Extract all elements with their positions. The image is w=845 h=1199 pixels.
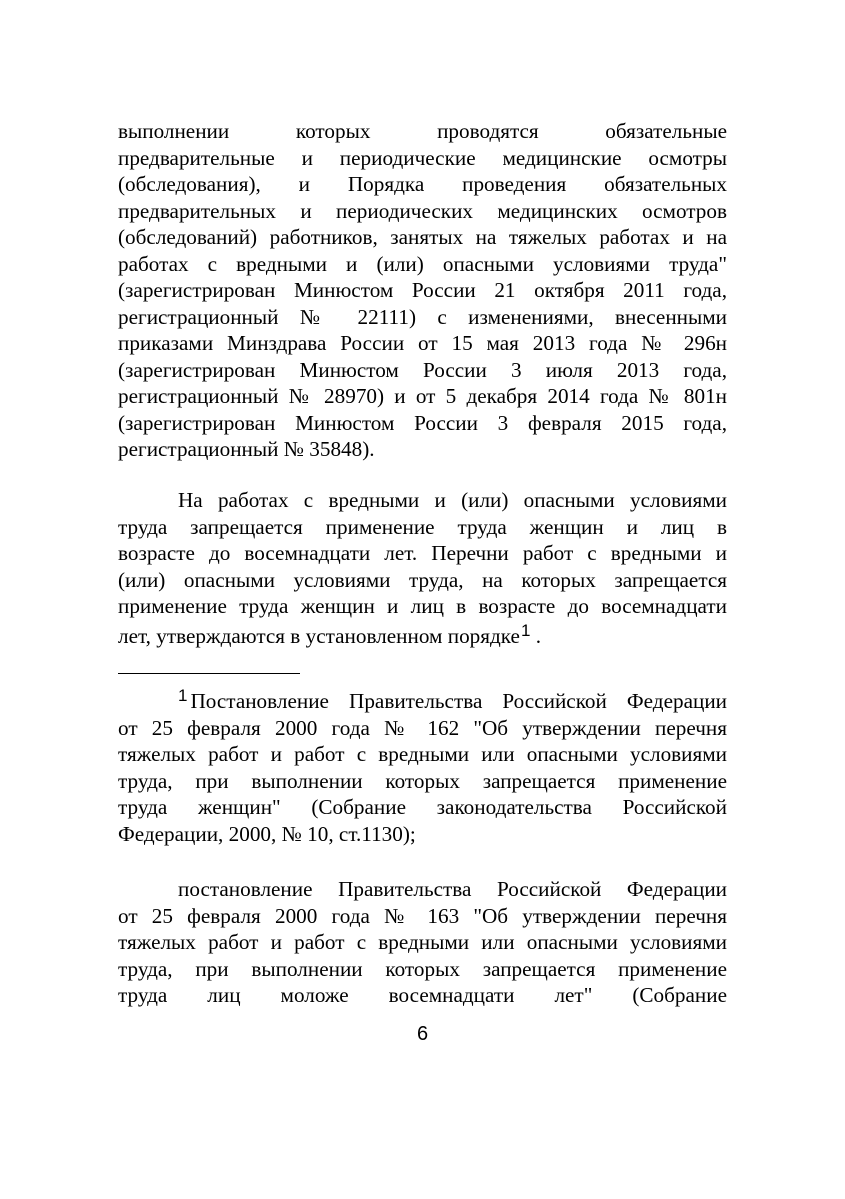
- footnote-line: труда лиц моложе восемнадцати лет" (Собрание: [118, 983, 727, 1007]
- text-line: регистрационный № 35848).: [118, 437, 375, 461]
- text-line: лет, утверждаются в установленном порядке: [118, 623, 520, 648]
- footnote-text: Постановление Правительства Российской Федерации: [190, 689, 727, 713]
- text-line: предварительных и периодических медицинских осмотров: [118, 198, 727, 223]
- text-line: труда запрещается применение труда женщин и лиц в: [118, 514, 727, 539]
- footnote-line-with-marker: [118, 688, 727, 715]
- footnote-1: [118, 688, 727, 847]
- text-line: (зарегистрирован Минюстом России 3 июля 2013 года,: [118, 357, 727, 382]
- footnote-2: [118, 876, 727, 1009]
- text-line: выполнении которых проводятся обязательные: [118, 119, 727, 143]
- footnote-line: постановление Правительства Российской Федерации: [178, 877, 727, 901]
- footnote-line: от 25 февраля 2000 года № 162 "Об утверждении перечня: [118, 715, 727, 740]
- text-line: (зарегистрирован Минюстом России 21 октября 2011 года,: [118, 278, 727, 302]
- footnote-marker: 1: [178, 686, 188, 705]
- text-line: (обследования), и Порядка проведения обязательных: [118, 172, 727, 196]
- footnote-line: труда, при выполнении которых запрещается применение: [118, 768, 727, 793]
- text-line: возрасте до восемнадцати лет. Перечни работ с вредными и: [118, 541, 727, 565]
- paragraph-harmful-work: [118, 487, 727, 649]
- text-line: (зарегистрирован Минюстом России 3 февраля 2015 года,: [118, 410, 727, 435]
- text-line: регистрационный № 28970) и от 5 декабря 2014 года № 801н: [118, 384, 727, 408]
- text-line: регистрационный № 22111) с изменениями, внесенными: [118, 304, 727, 329]
- text-line: На работах с вредными и (или) опасными условиями: [178, 488, 727, 512]
- text-line: (обследований) работников, занятых на тяжелых работах и на: [118, 225, 727, 249]
- text-line: применение труда женщин и лиц в возрасте до восемнадцати: [118, 594, 727, 618]
- footnote-line: тяжелых работ и работ с вредными или опасными условиями: [118, 930, 727, 954]
- footnote-line: труда, при выполнении которых запрещается применение: [118, 956, 727, 981]
- footnote-line: тяжелых работ и работ с вредными или опасными условиями: [118, 742, 727, 766]
- footnote-line: труда женщин" (Собрание законодательства Российской: [118, 795, 727, 819]
- footnote-line: от 25 февраля 2000 года № 163 "Об утверждении перечня: [118, 903, 727, 928]
- footnote-line: Федерации, 2000, № 10, ст.1130);: [118, 821, 416, 846]
- text-line: (или) опасными условиями труда, на которых запрещается: [118, 567, 727, 592]
- page-number: 6: [416, 1023, 429, 1045]
- text-line-with-footnote: [118, 620, 727, 650]
- footnote-separator: [118, 673, 300, 674]
- text-line: предварительные и периодические медицинские осмотры: [118, 145, 727, 170]
- text-line: приказами Минздрава России от 15 мая 2013 года № 296н: [118, 331, 727, 355]
- sentence-end: .: [530, 623, 542, 648]
- footnote-reference[interactable]: 1: [520, 620, 531, 640]
- text-line: работах с вредными и (или) опасными условиями труда": [118, 251, 727, 276]
- paragraph-continuation: [118, 118, 727, 463]
